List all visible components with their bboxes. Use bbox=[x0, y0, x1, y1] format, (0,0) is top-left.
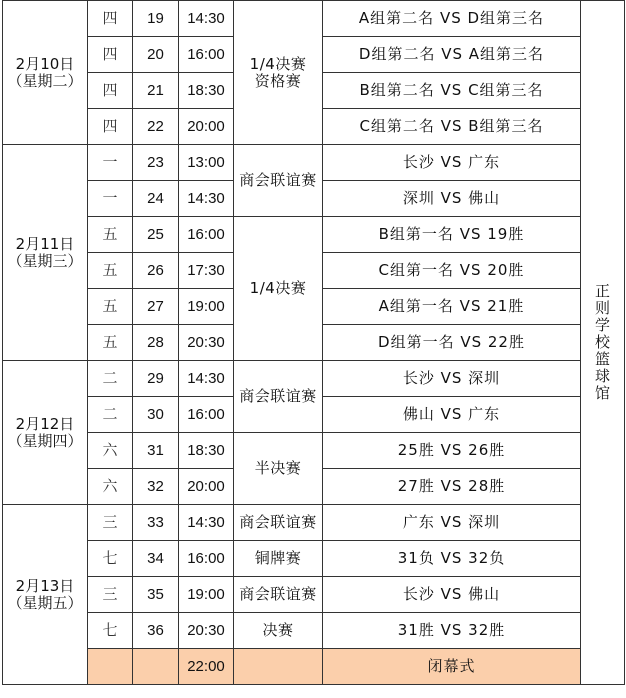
game-time: 16:00 bbox=[179, 217, 234, 253]
game-time: 13:00 bbox=[179, 145, 234, 181]
match-cell: 深圳 VS 佛山 bbox=[323, 181, 581, 217]
group-cell: 四 bbox=[88, 73, 133, 109]
game-number: 22 bbox=[133, 109, 179, 145]
match-cell: B组第一名 VS 19胜 bbox=[323, 217, 581, 253]
game-time: 19:00 bbox=[179, 289, 234, 325]
group-cell: 五 bbox=[88, 325, 133, 361]
group-cell: 五 bbox=[88, 289, 133, 325]
stage-cell: 商会联谊赛 bbox=[234, 145, 323, 217]
group-cell: 五 bbox=[88, 217, 133, 253]
group-cell: 三 bbox=[88, 577, 133, 613]
game-time: 18:30 bbox=[179, 433, 234, 469]
game-number: 19 bbox=[133, 1, 179, 37]
game-time: 20:30 bbox=[179, 325, 234, 361]
match-cell: 25胜 VS 26胜 bbox=[323, 433, 581, 469]
match-cell: D组第一名 VS 22胜 bbox=[323, 325, 581, 361]
game-time: 14:30 bbox=[179, 361, 234, 397]
table-row bbox=[3, 577, 625, 613]
table-row bbox=[3, 505, 625, 541]
match-cell: 长沙 VS 佛山 bbox=[323, 577, 581, 613]
closing-row bbox=[3, 649, 625, 685]
group-cell: 六 bbox=[88, 469, 133, 505]
match-cell: 31胜 VS 32胜 bbox=[323, 613, 581, 649]
group-cell: 二 bbox=[88, 361, 133, 397]
match-cell: 长沙 VS 广东 bbox=[323, 145, 581, 181]
date-cell: 2月11日 （星期三） bbox=[3, 145, 88, 361]
stage-cell: 商会联谊赛 bbox=[234, 505, 323, 541]
game-number: 36 bbox=[133, 613, 179, 649]
stage-cell: 商会联谊赛 bbox=[234, 361, 323, 433]
group-cell: 二 bbox=[88, 397, 133, 433]
group-cell: 五 bbox=[88, 253, 133, 289]
game-number: 25 bbox=[133, 217, 179, 253]
group-cell: 一 bbox=[88, 181, 133, 217]
game-time: 16:00 bbox=[179, 541, 234, 577]
venue-cell: 正 则 学 校 篮 球 馆 bbox=[581, 1, 625, 685]
match-cell: A组第二名 VS D组第三名 bbox=[323, 1, 581, 37]
closing-group-cell bbox=[88, 649, 133, 685]
game-time: 18:30 bbox=[179, 73, 234, 109]
group-cell: 六 bbox=[88, 433, 133, 469]
match-cell: C组第二名 VS B组第三名 bbox=[323, 109, 581, 145]
game-number: 29 bbox=[133, 361, 179, 397]
table-row bbox=[3, 541, 625, 577]
stage-cell: 商会联谊赛 bbox=[234, 577, 323, 613]
game-number: 35 bbox=[133, 577, 179, 613]
game-number: 28 bbox=[133, 325, 179, 361]
game-time: 19:00 bbox=[179, 577, 234, 613]
closing-time: 22:00 bbox=[179, 649, 234, 685]
game-number: 27 bbox=[133, 289, 179, 325]
table-row bbox=[3, 1, 625, 37]
match-cell: B组第二名 VS C组第三名 bbox=[323, 73, 581, 109]
table-row bbox=[3, 613, 625, 649]
game-number: 31 bbox=[133, 433, 179, 469]
group-cell: 四 bbox=[88, 37, 133, 73]
group-cell: 一 bbox=[88, 145, 133, 181]
game-number: 20 bbox=[133, 37, 179, 73]
game-number: 21 bbox=[133, 73, 179, 109]
game-number: 26 bbox=[133, 253, 179, 289]
stage-cell: 1/4决赛 bbox=[234, 217, 323, 361]
match-cell: 27胜 VS 28胜 bbox=[323, 469, 581, 505]
game-time: 20:00 bbox=[179, 469, 234, 505]
game-time: 14:30 bbox=[179, 1, 234, 37]
game-time: 20:00 bbox=[179, 109, 234, 145]
game-time: 16:00 bbox=[179, 37, 234, 73]
stage-cell: 半决赛 bbox=[234, 433, 323, 505]
date-cell: 2月10日 （星期二） bbox=[3, 1, 88, 145]
game-number: 34 bbox=[133, 541, 179, 577]
schedule-table bbox=[2, 0, 625, 685]
stage-cell: 1/4决赛 资格赛 bbox=[234, 1, 323, 145]
closing-stage-cell bbox=[234, 649, 323, 685]
game-number: 23 bbox=[133, 145, 179, 181]
table-row bbox=[3, 217, 625, 253]
match-cell: C组第一名 VS 20胜 bbox=[323, 253, 581, 289]
game-time: 14:30 bbox=[179, 181, 234, 217]
table-row bbox=[3, 145, 625, 181]
match-cell: A组第一名 VS 21胜 bbox=[323, 289, 581, 325]
date-cell: 2月12日 （星期四） bbox=[3, 361, 88, 505]
date-cell: 2月13日 （星期五） bbox=[3, 505, 88, 685]
match-cell: 31负 VS 32负 bbox=[323, 541, 581, 577]
game-time: 20:30 bbox=[179, 613, 234, 649]
game-time: 16:00 bbox=[179, 397, 234, 433]
table-row bbox=[3, 361, 625, 397]
game-number: 24 bbox=[133, 181, 179, 217]
match-cell: 长沙 VS 深圳 bbox=[323, 361, 581, 397]
group-cell: 七 bbox=[88, 613, 133, 649]
match-cell: D组第二名 VS A组第三名 bbox=[323, 37, 581, 73]
group-cell: 七 bbox=[88, 541, 133, 577]
stage-cell: 铜牌赛 bbox=[234, 541, 323, 577]
stage-cell: 决赛 bbox=[234, 613, 323, 649]
game-time: 17:30 bbox=[179, 253, 234, 289]
game-number: 33 bbox=[133, 505, 179, 541]
match-cell: 广东 VS 深圳 bbox=[323, 505, 581, 541]
match-cell: 佛山 VS 广东 bbox=[323, 397, 581, 433]
game-time: 14:30 bbox=[179, 505, 234, 541]
group-cell: 三 bbox=[88, 505, 133, 541]
game-number: 30 bbox=[133, 397, 179, 433]
group-cell: 四 bbox=[88, 109, 133, 145]
table-row bbox=[3, 433, 625, 469]
closing-number-cell bbox=[133, 649, 179, 685]
game-number: 32 bbox=[133, 469, 179, 505]
group-cell: 四 bbox=[88, 1, 133, 37]
closing-ceremony-label: 闭幕式 bbox=[323, 649, 581, 685]
